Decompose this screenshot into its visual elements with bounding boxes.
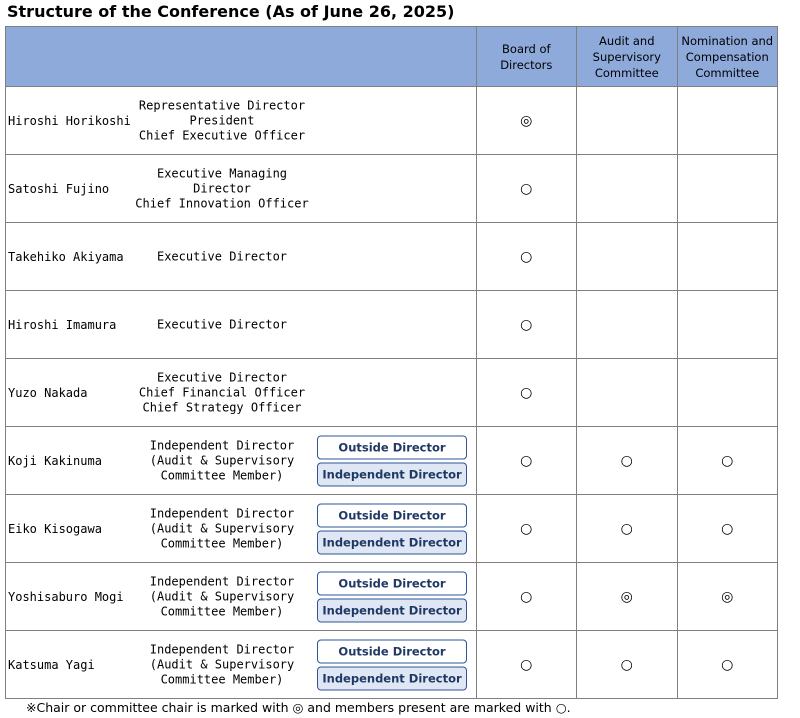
director-name: Eiko Kisogawa [8, 521, 102, 536]
board-mark: ○ [476, 495, 576, 562]
table-row [5, 223, 778, 291]
independent-director-badge: Independent Director [317, 462, 467, 486]
director-name: Koji Kakinuma [8, 453, 102, 468]
nomination-committee-mark [677, 155, 777, 222]
outside-director-badge: Outside Director [317, 503, 467, 527]
board-mark: ◎ [476, 87, 576, 154]
independent-director-badge: Independent Director [317, 530, 467, 554]
table-row [5, 631, 778, 699]
director-badges [317, 435, 467, 486]
table-header [5, 26, 778, 87]
director-position: Executive Director [156, 317, 288, 331]
nomination-committee-mark: ○ [677, 631, 777, 698]
audit-committee-mark [576, 223, 676, 290]
director-position: Independent Director (Audit & Supervisory Committee Member) [149, 438, 295, 482]
outside-director-badge: Outside Director [317, 571, 467, 595]
director-name: Satoshi Fujino [8, 181, 110, 196]
audit-committee-mark [576, 359, 676, 426]
director-cell [6, 563, 476, 630]
table-row [5, 291, 778, 359]
audit-committee-mark [576, 155, 676, 222]
header-board-of-directors: Board of Directors [476, 27, 576, 86]
audit-committee-mark: ○ [576, 495, 676, 562]
director-name: Yoshisaburo Mogi [8, 589, 124, 604]
nomination-committee-mark [677, 87, 777, 154]
audit-committee-mark [576, 291, 676, 358]
director-badges [317, 503, 467, 554]
page-title: Structure of the Conference (As of June 26, 2025) [7, 2, 455, 21]
header-blank-cell [6, 27, 476, 86]
table-row [5, 427, 778, 495]
table-row [5, 563, 778, 631]
table-body [5, 87, 778, 699]
director-position: Independent Director (Audit & Supervisory Committee Member) [149, 506, 295, 550]
director-name: Yuzo Nakada [8, 385, 88, 400]
nomination-committee-mark [677, 223, 777, 290]
director-cell [6, 223, 476, 290]
director-cell [6, 291, 476, 358]
director-cell [6, 427, 476, 494]
director-position: Representative Director President Chief Executive Officer [138, 98, 306, 142]
board-mark: ○ [476, 427, 576, 494]
conference-structure-table [5, 26, 778, 699]
independent-director-badge: Independent Director [317, 666, 467, 690]
board-mark: ○ [476, 359, 576, 426]
independent-director-badge: Independent Director [317, 598, 467, 622]
director-name: Katsuma Yagi [8, 657, 95, 672]
board-mark: ○ [476, 291, 576, 358]
audit-committee-mark [576, 87, 676, 154]
board-mark: ○ [476, 631, 576, 698]
director-cell [6, 359, 476, 426]
footnote: ※Chair or committee chair is marked with ◎ and members present are marked with ○. [26, 700, 571, 715]
director-cell [6, 495, 476, 562]
nomination-committee-mark: ○ [677, 495, 777, 562]
nomination-committee-mark: ○ [677, 427, 777, 494]
audit-committee-mark: ○ [576, 427, 676, 494]
table-row [5, 495, 778, 563]
director-name: Hiroshi Horikoshi [8, 113, 131, 128]
director-name: Takehiko Akiyama [8, 249, 124, 264]
table-row [5, 359, 778, 427]
director-badges [317, 571, 467, 622]
director-name: Hiroshi Imamura [8, 317, 117, 332]
header-audit-committee: Audit and Supervisory Committee [576, 27, 676, 86]
nomination-committee-mark [677, 359, 777, 426]
director-position: Executive Director Chief Financial Officer Chief Strategy Officer [138, 370, 306, 414]
outside-director-badge: Outside Director [317, 435, 467, 459]
board-mark: ○ [476, 155, 576, 222]
director-position: Executive Managing Director Chief Innovation Officer [135, 166, 309, 210]
director-position: Executive Director [156, 249, 288, 263]
outside-director-badge: Outside Director [317, 639, 467, 663]
board-mark: ○ [476, 563, 576, 630]
director-position: Independent Director (Audit & Supervisory Committee Member) [149, 642, 295, 686]
audit-committee-mark: ○ [576, 631, 676, 698]
director-cell [6, 87, 476, 154]
table-row [5, 87, 778, 155]
header-nomination-committee: Nomination and Compensation Committee [677, 27, 777, 86]
board-mark: ○ [476, 223, 576, 290]
director-badges [317, 639, 467, 690]
audit-committee-mark: ◎ [576, 563, 676, 630]
director-cell [6, 631, 476, 698]
director-position: Independent Director (Audit & Supervisory Committee Member) [149, 574, 295, 618]
nomination-committee-mark: ◎ [677, 563, 777, 630]
nomination-committee-mark [677, 291, 777, 358]
director-cell [6, 155, 476, 222]
table-row [5, 155, 778, 223]
